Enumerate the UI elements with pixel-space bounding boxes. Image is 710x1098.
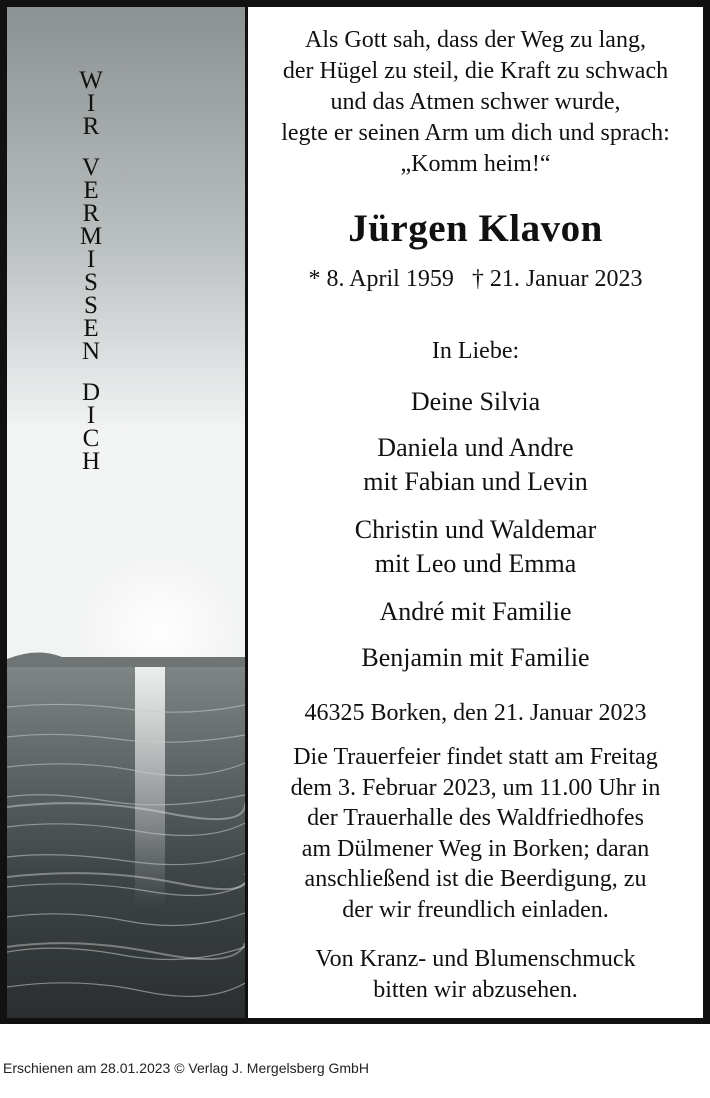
closing-note: [248, 944, 703, 1006]
vertical-letter: H: [81, 448, 101, 475]
family-line: Daniela und Andre: [377, 433, 574, 462]
family-line: André mit Familie: [379, 597, 572, 626]
family-group: [248, 385, 703, 419]
details-line: der wir freundlich einladen.: [342, 896, 609, 923]
vertical-slogan: [71, 69, 111, 491]
death-date: † 21. Januar 2023: [471, 266, 643, 292]
poem-line: und das Atmen schwer wurde,: [330, 89, 621, 115]
vertical-letter: S: [84, 269, 98, 296]
vertical-letter: C: [82, 425, 100, 452]
sea-image: [7, 7, 245, 1018]
vertical-letter: I: [86, 402, 96, 429]
poem-line: Als Gott sah, dass der Weg zu lang,: [305, 27, 646, 53]
vertical-letter: E: [83, 315, 99, 342]
vertical-letter: S: [84, 292, 98, 319]
vertical-word: [82, 381, 100, 473]
birth-date: * 8. April 1959: [308, 266, 454, 292]
vertical-letter: I: [86, 90, 96, 117]
sea-sunset-photo: [7, 7, 245, 1018]
poem: [248, 25, 703, 180]
vertical-letter: V: [81, 154, 101, 181]
details-line: anschließend ist die Beerdigung, zu: [304, 866, 647, 892]
poem-line: der Hügel zu steil, die Kraft zu schwach: [282, 58, 669, 84]
life-dates: [248, 266, 703, 293]
vertical-letter: W: [79, 67, 103, 94]
poem-line: „Komm heim!“: [400, 151, 551, 177]
vertical-letter: D: [81, 379, 101, 406]
publication-footer: Erschienen am 28.01.2023 © Verlag J. Mergelsberg GmbH: [3, 1060, 369, 1076]
vertical-word: [80, 156, 102, 363]
family-group: [248, 431, 703, 499]
family-group: [248, 513, 703, 581]
details-line: am Dülmener Weg in Borken; daran: [301, 835, 650, 862]
family-line: Christin und Waldemar: [354, 515, 597, 544]
vertical-letter: I: [86, 246, 96, 273]
family-group: [248, 641, 703, 675]
text-panel: [248, 7, 703, 1018]
family-line: mit Fabian und Levin: [363, 467, 588, 496]
closing-line: bitten wir abzusehen.: [373, 977, 578, 1003]
details-line: dem 3. Februar 2023, um 11.00 Uhr in: [290, 774, 661, 801]
details-line: der Trauerhalle des Waldfriedhofes: [307, 805, 644, 831]
vertical-word: [79, 69, 103, 138]
in-love-label: In Liebe:: [431, 338, 520, 364]
vertical-letter: M: [79, 223, 103, 250]
closing-line: Von Kranz- und Blumenschmuck: [315, 946, 636, 972]
family-line: mit Leo und Emma: [374, 549, 577, 578]
vertical-letter: E: [83, 177, 99, 204]
vertical-letter: N: [81, 338, 101, 365]
vertical-letter: R: [82, 200, 100, 227]
details-line: Die Trauerfeier findet statt am Freitag: [293, 744, 658, 770]
deceased-name: Jürgen Klavon: [348, 207, 603, 250]
poem-line: legte er seinen Arm um dich und sprach:: [281, 120, 670, 146]
family-line: Benjamin mit Familie: [361, 643, 590, 672]
family-line: Deine Silvia: [410, 387, 541, 416]
place-date: 46325 Borken, den 21. Januar 2023: [304, 700, 647, 726]
funeral-details: [248, 742, 703, 925]
family-group: [248, 595, 703, 629]
vertical-letter: R: [82, 113, 100, 140]
